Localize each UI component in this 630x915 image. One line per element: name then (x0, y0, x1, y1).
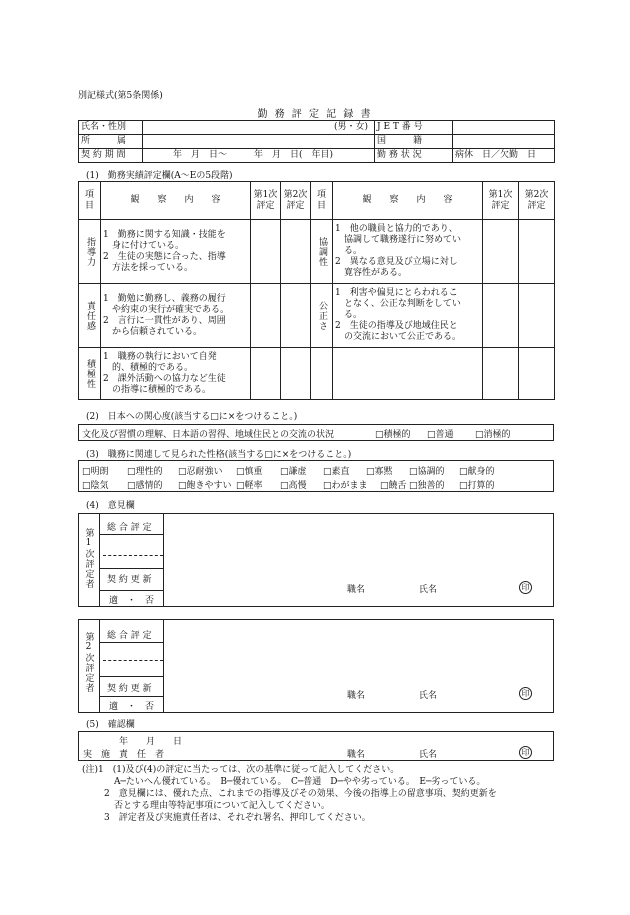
score-fairness-2[interactable] (519, 284, 555, 348)
performance-table (78, 181, 555, 400)
interest-normal[interactable]: □普通 (427, 430, 454, 440)
confirmation-date[interactable]: 年 月 日 (119, 737, 183, 747)
section3-title: (3) 職務に関連して見られた性格(該当する□に×をつけること。) (86, 450, 352, 460)
second-evaluator-label: 第2次評定者 (83, 632, 94, 693)
trait-talkative[interactable]: □饒舌 (380, 481, 407, 491)
trait-quiet[interactable]: □寡黙 (366, 467, 393, 477)
col-observation-right: 観 察 内 容 (333, 182, 483, 220)
nationality-field[interactable] (453, 135, 555, 149)
obs-fairness: 1 利害や偏見にとらわれるこ となく、公正な判断をしてい る。 2 生徒の指導及び地域住民と の交流において公正である。 (333, 284, 483, 348)
jet-number-field[interactable] (453, 121, 555, 135)
score-leadership-1[interactable] (251, 220, 281, 284)
second-seal-icon: 印 (519, 687, 532, 700)
score-responsibility-1[interactable] (251, 284, 281, 348)
trait-obedient[interactable]: □素直 (323, 467, 350, 477)
item-responsibility: 責任感 (85, 300, 95, 331)
trait-cheerful[interactable]: □明朗 (82, 467, 109, 477)
first-post-label: 職名 (347, 585, 366, 595)
score-leadership-2[interactable] (281, 220, 311, 284)
second-renewal-choice[interactable]: 適 ・ 否 (109, 702, 155, 712)
first-renewal-label: 契 約 更 新 (107, 575, 152, 585)
score-initiative-2[interactable] (281, 348, 311, 400)
period-field[interactable]: 年 月 日～ 年 月 日( 年目) (143, 149, 375, 163)
first-evaluator-box (78, 513, 554, 607)
trait-cooperative[interactable]: □協調的 (409, 467, 445, 477)
form-reference: 別記様式(第5条関係) (78, 91, 163, 101)
second-post-label: 職名 (347, 691, 366, 701)
score-cooperation-1[interactable] (483, 220, 519, 284)
trait-modest[interactable]: □謙虚 (280, 467, 307, 477)
first-overall-label: 総 合 評 定 (107, 523, 152, 533)
first-name-label: 氏名 (419, 585, 438, 595)
first-seal-icon: 印 (519, 581, 532, 594)
note-3: 3 評定者及び実施責任者は、それぞれ署名、押印してください。 (104, 813, 371, 823)
document-title: 勤 務 評 定 記 録 書 (257, 109, 373, 120)
interest-active[interactable]: □積極的 (375, 430, 411, 440)
obs-responsibility: 1 勤勉に勤務し、義務の履行 や約束の実行が確実である。 2 言行に一貫性があり、周囲 から信頼されている。 (101, 284, 251, 348)
section2-title: (2) 日本への関心度(該当する□に×をつけること。) (86, 412, 298, 422)
info-table (78, 120, 555, 163)
section5-title: (5) 確認欄 (86, 720, 135, 730)
col-item-left: 項目 (79, 182, 101, 220)
empty-score-1 (483, 348, 519, 400)
officer-label: 実 施 責 任 者 (83, 750, 165, 760)
trait-careful[interactable]: □慎重 (236, 467, 263, 477)
score-initiative-1[interactable] (251, 348, 281, 400)
first-renewal-choice[interactable]: 適 ・ 否 (109, 596, 155, 606)
trait-devoted[interactable]: □献身的 (459, 467, 495, 477)
obs-leadership: 1 勤務に関する知識・技能を 身に付けている。 2 生徒の実態に合った、指導 方法を採っている。 (101, 220, 251, 284)
col-item-right: 項目 (311, 182, 333, 220)
trait-arrogant[interactable]: □高慢 (280, 481, 307, 491)
officer-post-label: 職名 (347, 750, 366, 760)
trait-selfish[interactable]: □わがまま (323, 481, 368, 491)
empty-item (311, 348, 333, 400)
note-2: 2 意見欄には、優れた点、これまでの指導及びその効果、今後の指導上の留意事項、契約更新を (104, 789, 497, 799)
officer-name-label: 氏名 (419, 750, 438, 760)
col-first-left: 第1次評定 (251, 182, 281, 220)
trait-emotional[interactable]: □感情的 (127, 481, 163, 491)
score-responsibility-2[interactable] (281, 284, 311, 348)
note-2-cont: 否とする理由等特記事項について記入してください。 (114, 801, 330, 811)
period-label: 契 約 期 間 (79, 149, 143, 163)
confirmation-box (78, 731, 554, 761)
interest-passive[interactable]: □消極的 (475, 430, 511, 440)
name-label: 氏名・性別 (79, 121, 143, 135)
status-field[interactable]: 病休 日／欠勤 日 (453, 149, 555, 163)
trait-patient[interactable]: □忍耐強い (178, 467, 223, 477)
obs-cooperation: 1 他の職員と協力的であり、 協調して職務遂行に努めてい る。 2 異なる意見及び立場に対し 寛容性がある。 (333, 220, 483, 284)
item-initiative: 積極性 (85, 358, 95, 389)
section1-title: (1) 勤務実績評定欄(A～Eの5段階) (86, 171, 233, 181)
item-cooperation: 協調性 (317, 236, 327, 267)
item-fairness: 公正さ (317, 300, 327, 331)
personality-box (78, 460, 554, 492)
status-label: 勤 務 状 況 (375, 149, 453, 163)
interest-text: 文化及び習慣の理解、日本語の習得、地域住民との交流の状況 (82, 430, 335, 440)
section4-title: (4) 意見欄 (86, 501, 135, 511)
obs-initiative: 1 職務の執行において自発 的、積極的である。 2 課外活動への協力など生徒 の指導に積極的である。 (101, 348, 251, 400)
item-leadership: 指導力 (85, 236, 95, 267)
trait-rational[interactable]: □理性的 (127, 467, 163, 477)
trait-careless[interactable]: □軽率 (236, 481, 263, 491)
first-evaluator-label: 第1次評定者 (83, 528, 94, 589)
empty-observation (333, 348, 483, 400)
nationality-label: 国 籍 (375, 135, 453, 149)
trait-gloomy[interactable]: □陰気 (82, 481, 109, 491)
col-observation-left: 観 察 内 容 (101, 182, 251, 220)
second-evaluator-box (78, 619, 554, 713)
score-fairness-1[interactable] (483, 284, 519, 348)
second-name-label: 氏名 (419, 691, 438, 701)
officer-seal-icon: 印 (519, 746, 532, 759)
empty-score-2 (519, 348, 555, 400)
interest-box (78, 424, 554, 441)
col-second-right: 第2次評定 (519, 182, 555, 220)
col-second-left: 第2次評定 (281, 182, 311, 220)
second-renewal-label: 契 約 更 新 (107, 684, 152, 694)
affiliation-label: 所 属 (79, 135, 143, 149)
note-1: (注)1 (1)及び(4)の評定に当たっては、次の基準に従って記入してください。 (82, 765, 400, 775)
score-cooperation-2[interactable] (519, 220, 555, 284)
trait-calculating[interactable]: □打算的 (459, 481, 495, 491)
jet-label: J E T 番 号 (375, 121, 453, 135)
trait-selfrighteous[interactable]: □独善的 (409, 481, 445, 491)
note-grades: A─たいへん優れている。 B─優れている。 C─普通 D─やや劣っている。 E─劣っている。 (114, 777, 486, 787)
second-overall-label: 総 合 評 定 (107, 631, 152, 641)
col-first-right: 第1次評定 (483, 182, 519, 220)
gender-field[interactable]: (男・女) (143, 121, 375, 135)
trait-fickle[interactable]: □飽きやすい (178, 481, 232, 491)
affiliation-field[interactable] (143, 135, 375, 149)
